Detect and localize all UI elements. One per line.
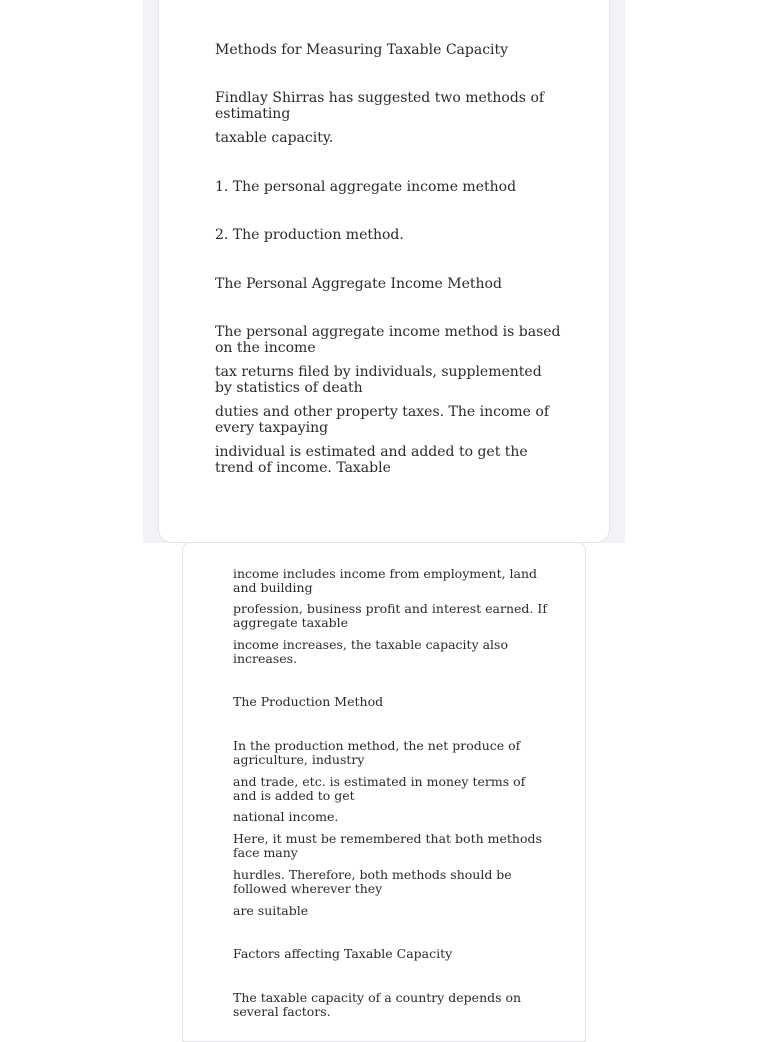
paragraph-line: profession, business profit and interest earned. If — [233, 601, 547, 616]
paragraph-line: hurdles. Therefore, both methods should be — [233, 867, 512, 882]
paragraph-line: income increases, the taxable capacity also — [233, 637, 508, 652]
paragraph-line: several factors. — [233, 1004, 331, 1019]
paragraph-line: face many — [233, 845, 298, 860]
paragraph-line: individual is estimated and added to get the — [215, 444, 528, 460]
paragraph-line: on the income — [215, 340, 316, 356]
subheading-personal-income: The Personal Aggregate Income Method — [215, 276, 502, 292]
section-heading-methods: Methods for Measuring Taxable Capacity — [215, 42, 509, 58]
paragraph-line: The personal aggregate income method is based — [215, 324, 561, 340]
paragraph-line: increases. — [233, 651, 298, 666]
paragraph-line: aggregate taxable — [233, 615, 349, 630]
paragraph-line: by statistics of death — [215, 380, 363, 396]
paragraph-line: followed wherever they — [233, 881, 383, 896]
paragraph-line: trend of income. Taxable — [215, 460, 391, 476]
paragraph-line: In the production method, the net produce of — [233, 738, 521, 753]
paragraph-line: The taxable capacity of a country depends on — [233, 990, 522, 1005]
intro-line: Findlay Shirras has suggested two methods of — [215, 90, 545, 106]
list-item: 1. The personal aggregate income method — [215, 179, 517, 195]
paragraph-line: every taxpaying — [215, 420, 329, 436]
paragraph-line: national income. — [233, 809, 339, 824]
subheading-production-method: The Production Method — [233, 694, 384, 709]
paragraph-line: Here, it must be remembered that both methods — [233, 831, 542, 846]
paragraph-line: and is added to get — [233, 788, 355, 803]
list-item: 2. The production method. — [215, 227, 404, 243]
paragraph-line: are suitable — [233, 903, 309, 918]
paragraph-line: duties and other property taxes. The income of — [215, 404, 549, 420]
paragraph-line: and building — [233, 580, 313, 595]
intro-line: taxable capacity. — [215, 130, 334, 146]
subheading-factors: Factors affecting Taxable Capacity — [233, 946, 453, 961]
paragraph-line: income includes income from employment, land — [233, 566, 538, 581]
paragraph-line: and trade, etc. is estimated in money terms of — [233, 774, 526, 789]
intro-line: estimating — [215, 106, 291, 122]
paragraph-line: tax returns filed by individuals, supplemented — [215, 364, 542, 380]
paragraph-line: agriculture, industry — [233, 752, 365, 767]
